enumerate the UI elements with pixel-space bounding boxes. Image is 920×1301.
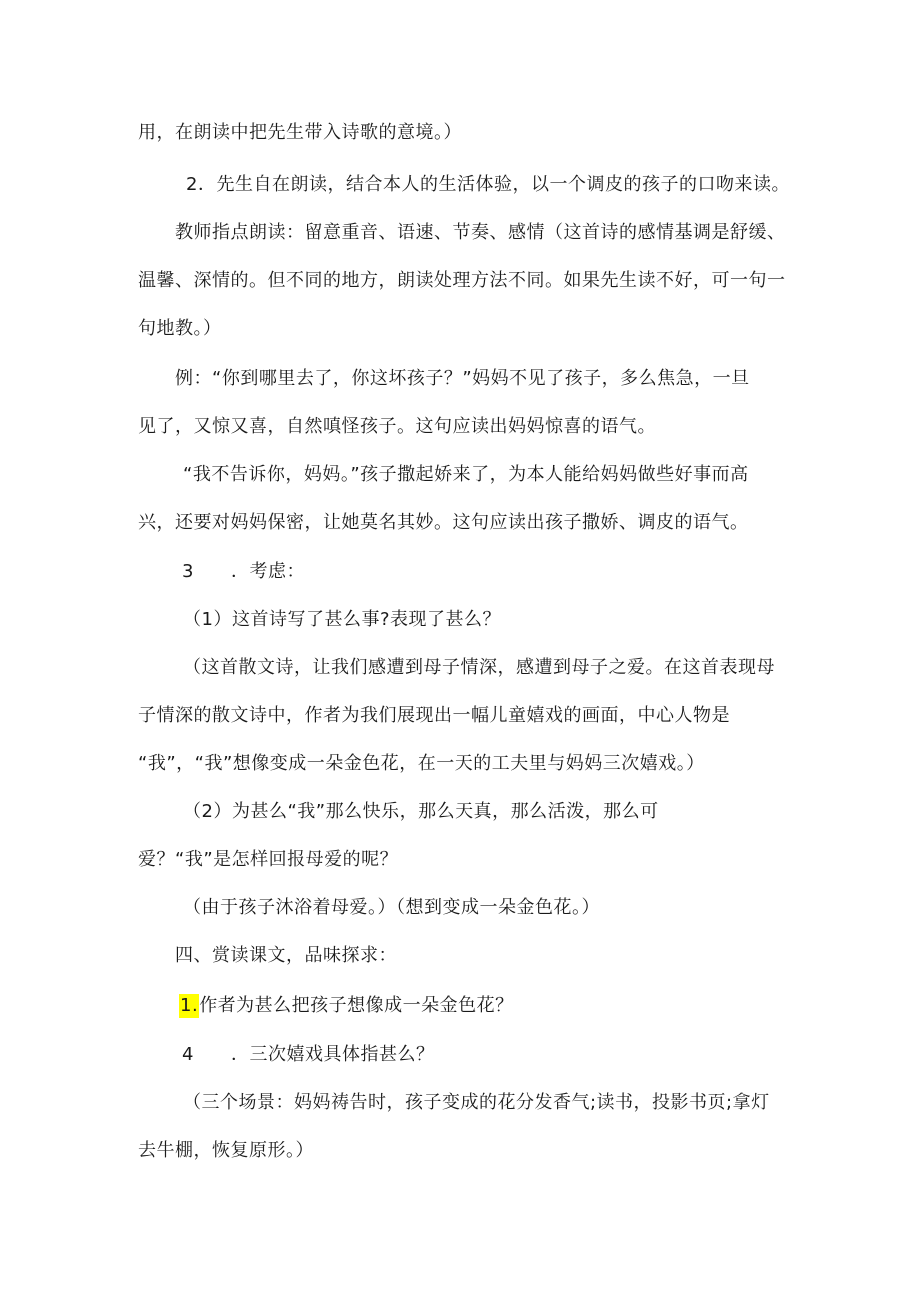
question-1: （1）这首诗写了甚么事?表现了甚么？ [183,609,502,630]
question-2-line-2: 爱？“我”是怎样回报母爱的呢？ [138,849,399,870]
section-4-heading: 四、赏读课文，品味探求： [175,945,397,966]
text-line-1: 用，在朗读中把先生带入诗歌的意境。） [138,122,462,143]
answer-2: （由于孩子沐浴着母爱。）（想到变成一朵金色花。） [183,897,600,918]
text-line-5: 句地教。） [138,318,222,339]
highlighted-number: 1. [180,995,199,1016]
text-line-8: “我不告诉你，妈妈。”孩子撒起娇来了，为本人能给妈妈做些好事而高 [183,464,749,485]
item-1-text: 作者为甚么把孩子想像成一朵金色花？ [199,995,514,1016]
text-line-9: 兴，还要对妈妈保密，让她莫名其妙。这句应读出孩子撒娇、调皮的语气。 [138,512,749,533]
answer-1-line-2: 子情深的散文诗中，作者为我们展现出一幅儿童嬉戏的画面，中心人物是 [138,705,730,726]
item-1-line [179,994,514,1018]
answer-4-line-2: 去牛棚，恢复原形。） [138,1140,314,1161]
answer-4-line-1: （三个场景：妈妈祷告时，孩子变成的花分发香气;读书，投影书页;拿灯 [183,1092,770,1113]
answer-1-line-1: （这首散文诗，让我们感遭到母子情深，感遭到母子之爱。在这首表现母 [183,657,775,678]
answer-1-line-3: “我”，“我”想像变成一朵金色花，在一天的工夫里与妈妈三次嬉戏。） [138,753,705,774]
section-3-heading: 3 ．考虑： [182,561,305,582]
text-line-4: 温馨、深情的。但不同的地方，朗读处理方法不同。如果先生读不好，可一句一 [138,270,786,291]
text-line-3: 教师指点朗读：留意重音、语速、节奏、感情（这首诗的感情基调是舒缓、 [175,222,786,243]
text-line-2: 2．先生自在朗读，结合本人的生活体验，以一个调皮的孩子的口吻来读。 [186,174,790,195]
text-line-7: 见了，又惊又喜，自然嗔怪孩子。这句应读出妈妈惊喜的语气。 [138,416,656,437]
item-4-line: 4 ．三次嬉戏具体指甚么？ [182,1044,435,1065]
question-2-line-1: （2）为甚么“我”那么快乐，那么天真，那么活泼，那么可 [183,801,659,822]
text-line-6: 例：“你到哪里去了，你这坏孩子？”妈妈不见了孩子，多么焦急，一旦 [175,368,750,389]
